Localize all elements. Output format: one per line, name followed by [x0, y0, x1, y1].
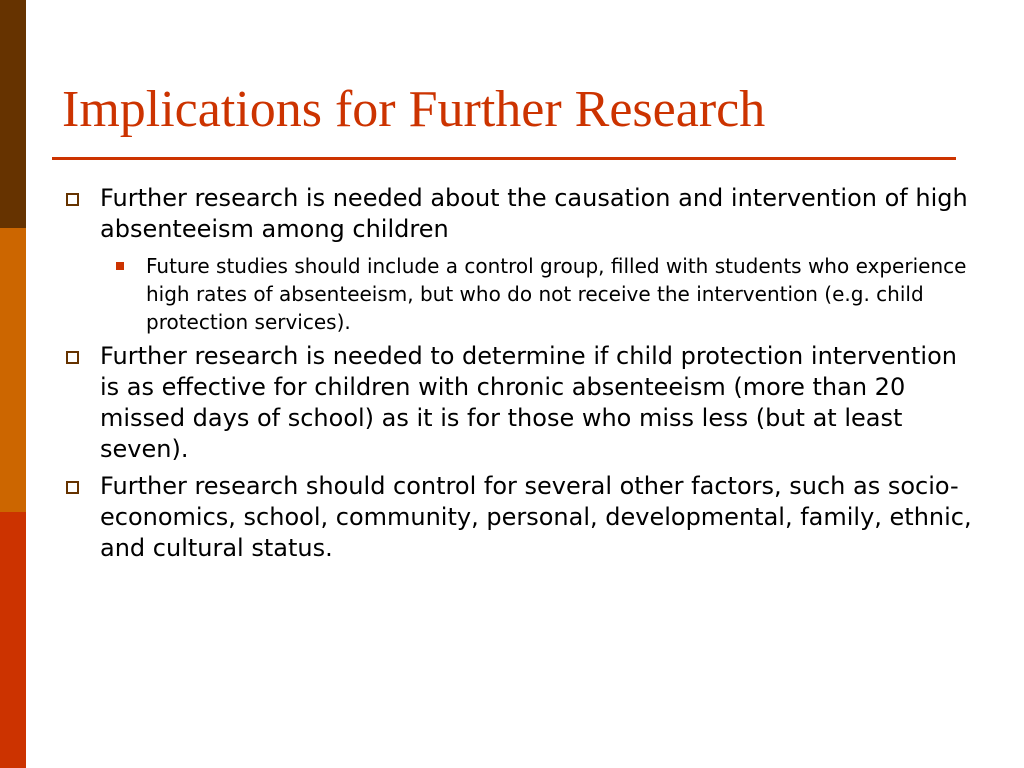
bullet-item [100, 183, 980, 245]
hollow-square-bullet-icon [66, 193, 79, 206]
bullet-text: Further research is needed to determine if child protection intervention is as effective for children with chronic absenteeism (more than 20 missed days of school) as it is for those who miss less (but at least seven). [100, 342, 957, 463]
bullet-text: Further research is needed about the causation and intervention of high absenteeism among children [100, 184, 968, 243]
sub-bullet-text: Future studies should include a control group, filled with students who experience high rates of absenteeism, but who do not receive the intervention (e.g. child protection services). [146, 254, 967, 334]
bullet-item [100, 341, 980, 465]
hollow-square-bullet-icon [66, 481, 79, 494]
hollow-square-bullet-icon [66, 351, 79, 364]
sub-bullet-item [146, 252, 976, 336]
filled-square-bullet-icon [116, 262, 124, 270]
bullet-text: Further research should control for several other factors, such as socio-economics, school, community, personal, developmental, family, ethnic, and cultural status. [100, 472, 972, 562]
bullet-item [100, 471, 980, 564]
slide-title: Implications for Further Research [62, 81, 766, 138]
